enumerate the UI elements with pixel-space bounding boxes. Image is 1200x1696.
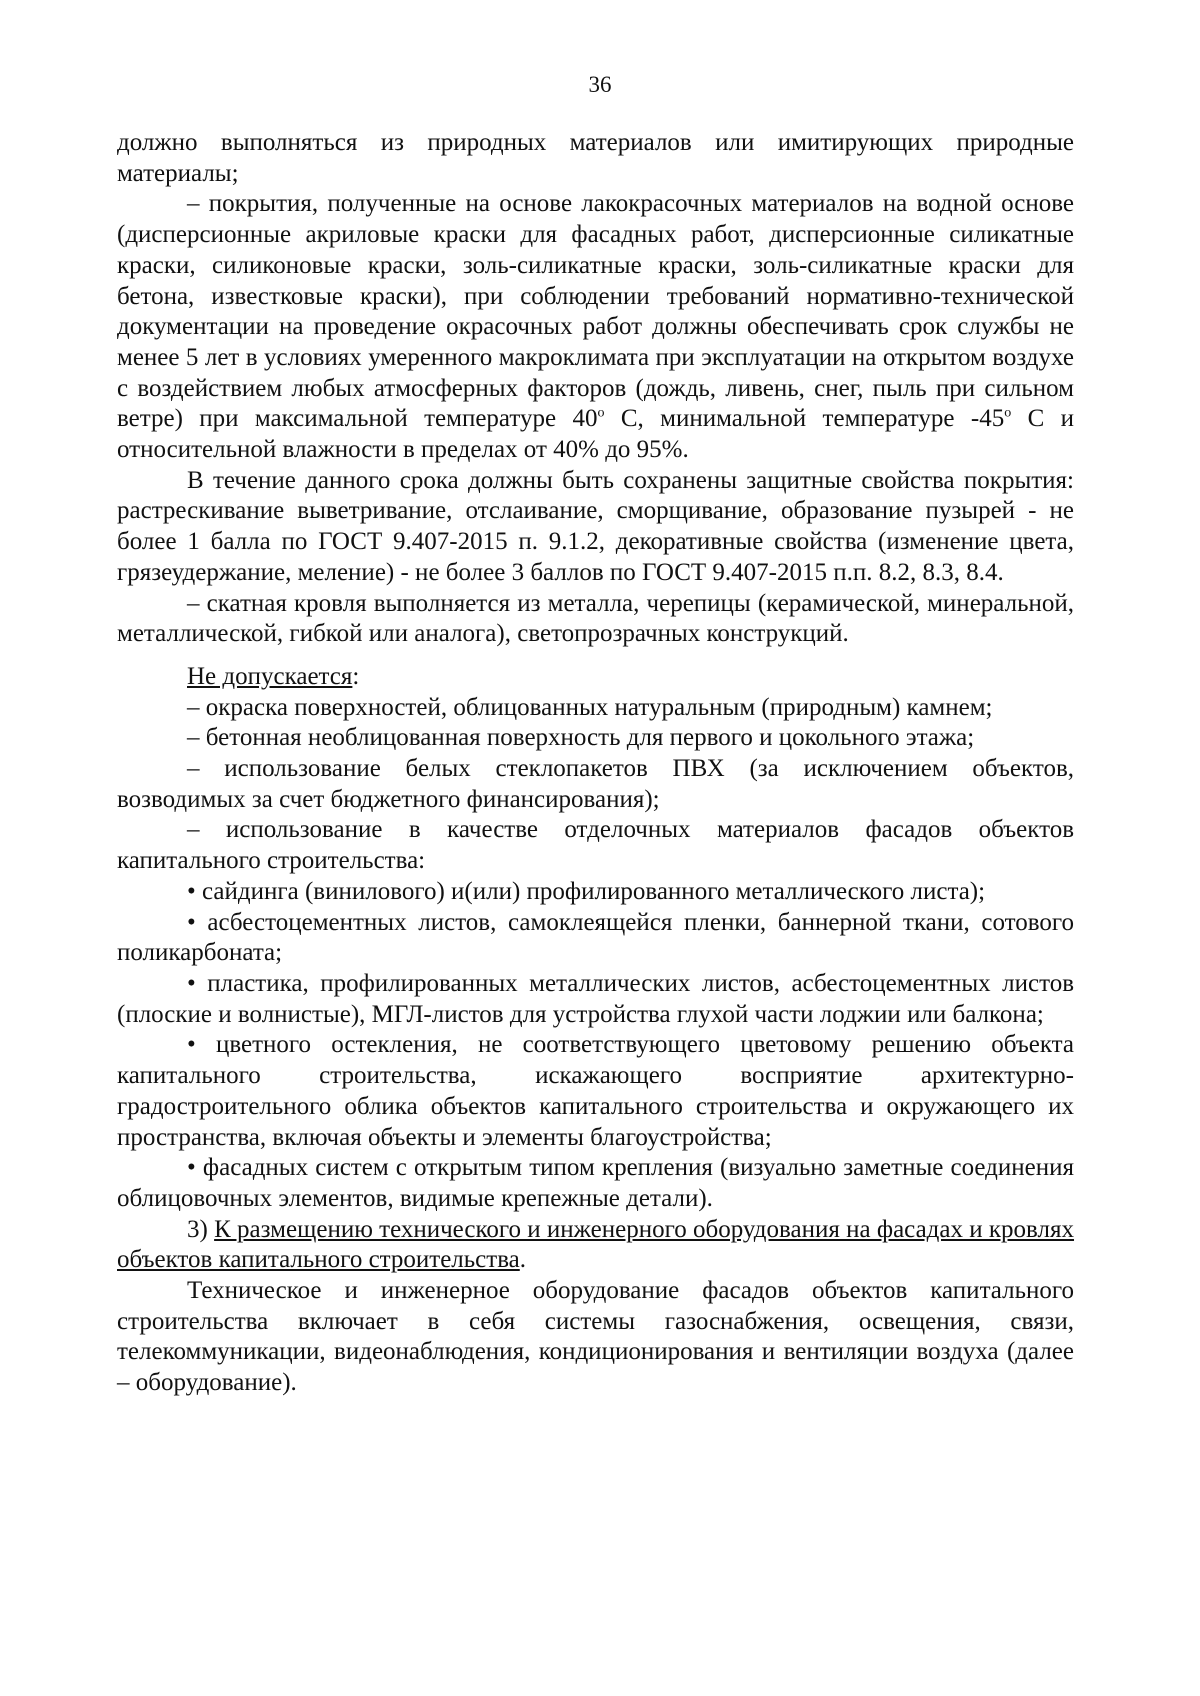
section-3-heading	[117, 1215, 1074, 1276]
paragraph-protective-properties: В течение данного срока должны быть сохранены защитные свойства покрытия: растрескивание выветривание, отслаивание, сморщивание, образование пузырей - не более 1 балла по ГОСТ 9.407-2015 п. 9.1.2, декоративные свойства (изменение цвета, грязеудержание, меление) - не более 3 баллов по ГОСТ 9.407-2015 п.п. 8.2, 8.3, 8.4.	[117, 466, 1074, 586]
coatings-text-3: С и относительной влажности в пределах от 40% до 95%.	[117, 405, 1074, 464]
coatings-text: – покрытия, полученные на основе лакокрасочных материалов на водной основе (дисперсионные акриловые краски для фасадных работ, дисперсионные силикатные краски, силиконовые краски, золь-силикатные краски, золь-силикатные краски для бетона, известковые краски), при соблюдении требований нормативно-технической документации на проведение окрасочных работ должны обеспечивать срок службы не менее 5 лет в условиях умеренного макроклимата при эксплуатации на открытом воздухе с воздействием любых атмосферных факторов (дождь, ливень, снег, пыль при сильном ветре) при максимальной температуре 40	[117, 190, 1074, 433]
paragraph-pitched-roof: – скатная кровля выполняется из металла, черепицы (керамической, минеральной, металлической, гибкой или аналога), светопрозрачных конструкций.	[117, 589, 1074, 648]
paragraph-coatings	[117, 189, 1074, 465]
not-allowed-colon: :	[352, 662, 360, 690]
paragraph-natural-materials: должно выполняться из природных материалов или имитирующих природные материалы;	[117, 129, 1074, 187]
page-number: 36	[588, 72, 612, 97]
not-allowed-heading	[117, 662, 1074, 693]
list-item-painting-stone: – окраска поверхностей, облицованных натуральным (природным) камнем;	[187, 693, 993, 721]
list-item-white-pvc-windows: – использование белых стеклопакетов ПВХ (за исключением объектов, возводимых за счет бюджетного финансирования);	[117, 755, 1074, 813]
section-title-dot: .	[519, 1246, 527, 1274]
degree-sign: o	[1004, 406, 1012, 421]
bullet-colored-glazing: • цветного остекления, не соответствующего цветовому решению объекта капитального строительства, искажающего восприятие архитектурно-градостроительного облика объектов капитального строительства и окружающего их пространства, включая объекты и элементы благоустройства;	[117, 1031, 1074, 1151]
bullet-plastic: • пластика, профилированных металлических листов, асбестоцементных листов (плоские и волнистые), МГЛ-листов для устройства глухой части лоджии или балкона;	[117, 969, 1074, 1028]
bullet-facade-systems: • фасадных систем с открытым типом крепления (визуально заметные соединения облицовочных элементов, видимые крепежные детали).	[117, 1154, 1074, 1212]
paragraph-equipment: Техническое и инженерное оборудование фасадов объектов капитального строительства включает в себя системы газоснабжения, освещения, связи, телекоммуникации, видеонаблюдения, кондиционирования и вентиляции воздуха (далее – оборудование).	[117, 1277, 1074, 1397]
section-number: 3)	[187, 1215, 215, 1243]
list-item-finishing-materials: – использование в качестве отделочных материалов фасадов объектов капитального строительства:	[117, 816, 1074, 875]
list-item-concrete-surface: – бетонная необлицованная поверхность для первого и цокольного этажа;	[187, 724, 975, 752]
bullet-siding: • сайдинга (винилового) и(или) профилированного металлического листа);	[187, 877, 986, 905]
bullet-asbestos-sheets: • асбестоцементных листов, самоклеящейся пленки, баннерной ткани, сотового поликарбоната;	[117, 908, 1074, 967]
section-title: К размещению технического и инженерного оборудования на фасадах и кровлях объектов капитального строительства	[117, 1215, 1075, 1274]
coatings-text-2: С, минимальной температуре -45	[604, 405, 1005, 433]
not-allowed-label: Не допускается	[187, 662, 353, 690]
degree-sign: o	[597, 406, 605, 421]
document-body	[117, 128, 1074, 1399]
